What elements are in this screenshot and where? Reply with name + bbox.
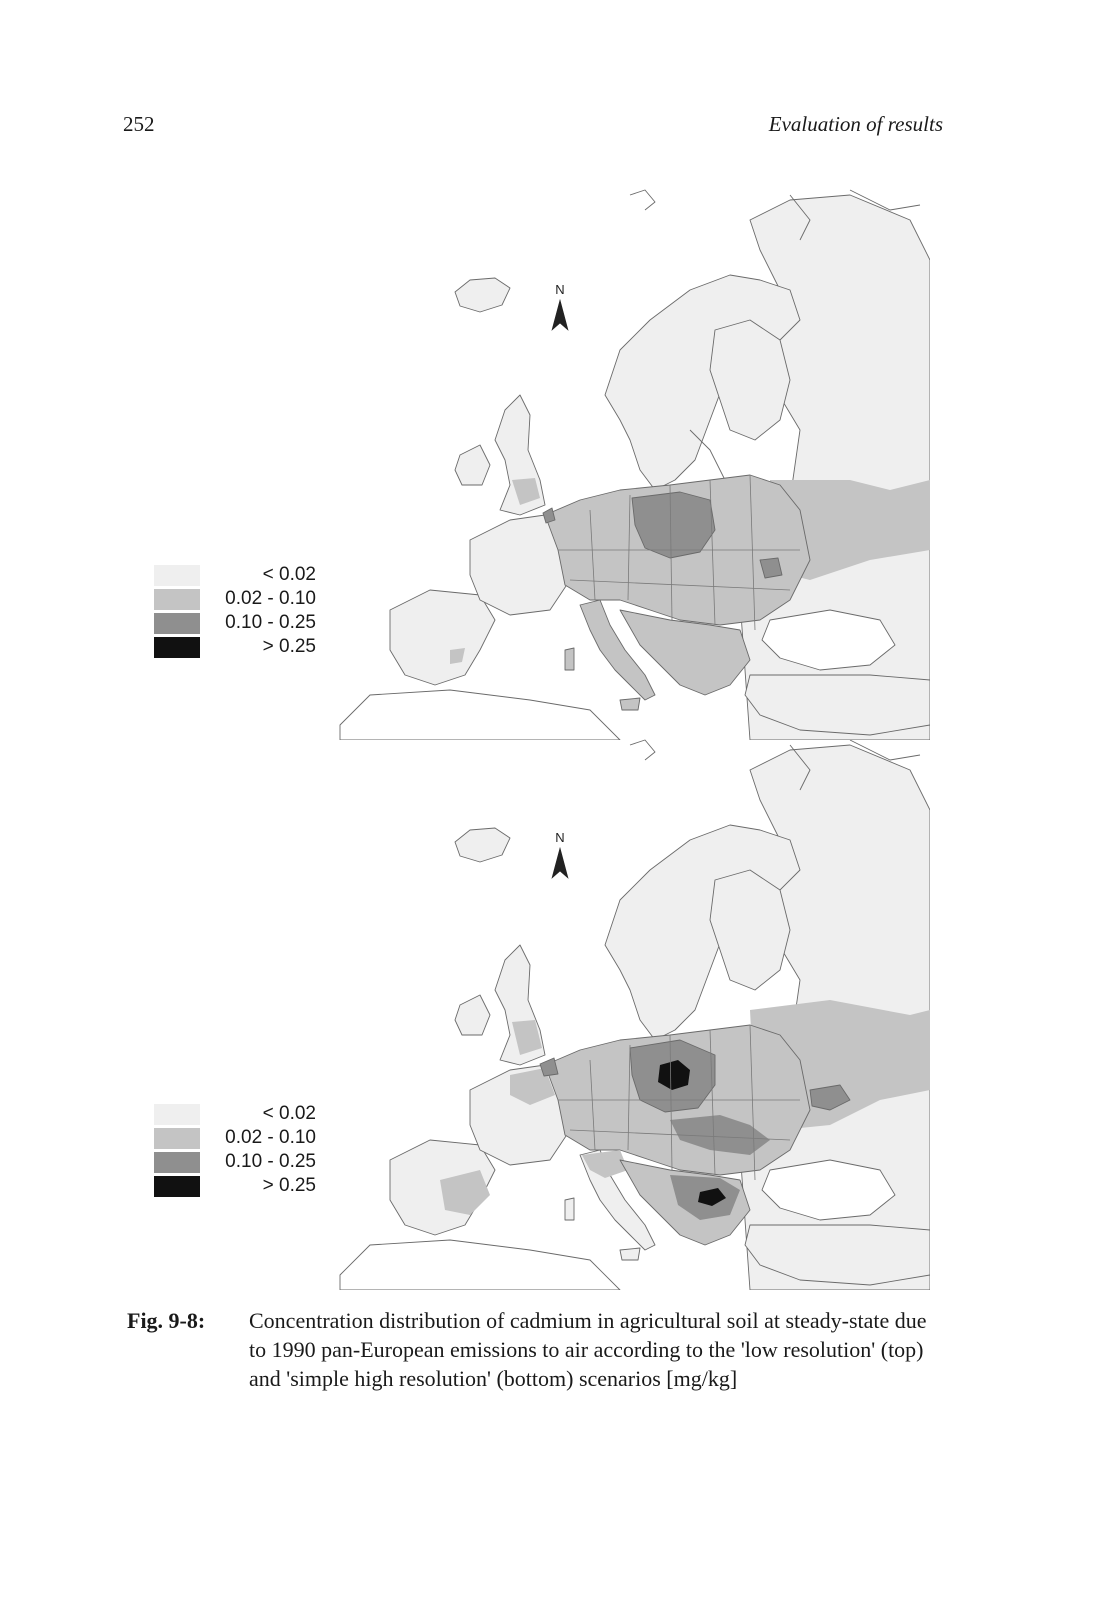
iceland bbox=[455, 828, 510, 862]
map-high-resolution bbox=[150, 730, 950, 1290]
legend-row bbox=[154, 1150, 324, 1174]
legend-row bbox=[154, 635, 324, 659]
legend-swatch bbox=[154, 589, 200, 610]
legend-row bbox=[154, 1102, 324, 1126]
ireland bbox=[455, 445, 490, 485]
north-arrow-label: N bbox=[555, 830, 565, 845]
legend-row bbox=[154, 1174, 324, 1198]
legend-label: 0.02 - 0.10 bbox=[225, 588, 316, 609]
legend-label: 0.10 - 0.25 bbox=[225, 1151, 316, 1172]
legend-swatch bbox=[154, 1104, 200, 1125]
page-number: 252 bbox=[123, 112, 155, 136]
legend-label: < 0.02 bbox=[262, 564, 316, 585]
legend-swatch bbox=[154, 1176, 200, 1197]
legend-bottom bbox=[154, 1102, 324, 1198]
iceland bbox=[455, 278, 510, 312]
legend-top bbox=[154, 563, 324, 659]
running-head: Evaluation of results bbox=[768, 112, 943, 136]
legend-swatch bbox=[154, 613, 200, 634]
sardinia bbox=[565, 648, 574, 670]
legend-label: > 0.25 bbox=[262, 1175, 316, 1196]
sardinia bbox=[565, 1198, 574, 1220]
legend-label: < 0.02 bbox=[262, 1103, 316, 1124]
sicily bbox=[620, 1248, 640, 1260]
legend-row bbox=[154, 611, 324, 635]
figure-label: Fig. 9-8: bbox=[127, 1308, 206, 1333]
legend-swatch bbox=[154, 1152, 200, 1173]
map-low-resolution bbox=[150, 180, 950, 740]
sicily bbox=[620, 698, 640, 710]
north-arrow bbox=[552, 830, 568, 878]
legend-swatch bbox=[154, 565, 200, 586]
legend-row bbox=[154, 1126, 324, 1150]
iberia bbox=[390, 590, 495, 685]
europe-map-bottom bbox=[150, 730, 950, 1290]
figure-caption-text: Concentration distribution of cadmium in agricultural soil at steady-state due to 1990 pan-European emissions to air according to the 'low resolution' (top) and 'simple high resolution' (bottom) scenarios [mg/kg] bbox=[249, 1308, 927, 1391]
legend-label: 0.02 - 0.10 bbox=[225, 1127, 316, 1148]
north-arrow bbox=[552, 282, 568, 330]
north-africa bbox=[340, 1240, 620, 1290]
legend-label: 0.10 - 0.25 bbox=[225, 612, 316, 633]
legend-row bbox=[154, 587, 324, 611]
legend-swatch bbox=[154, 637, 200, 658]
north-arrow-label: N bbox=[555, 282, 565, 297]
legend-row bbox=[154, 563, 324, 587]
ireland bbox=[455, 995, 490, 1035]
legend-swatch bbox=[154, 1128, 200, 1149]
legend-label: > 0.25 bbox=[262, 636, 316, 657]
